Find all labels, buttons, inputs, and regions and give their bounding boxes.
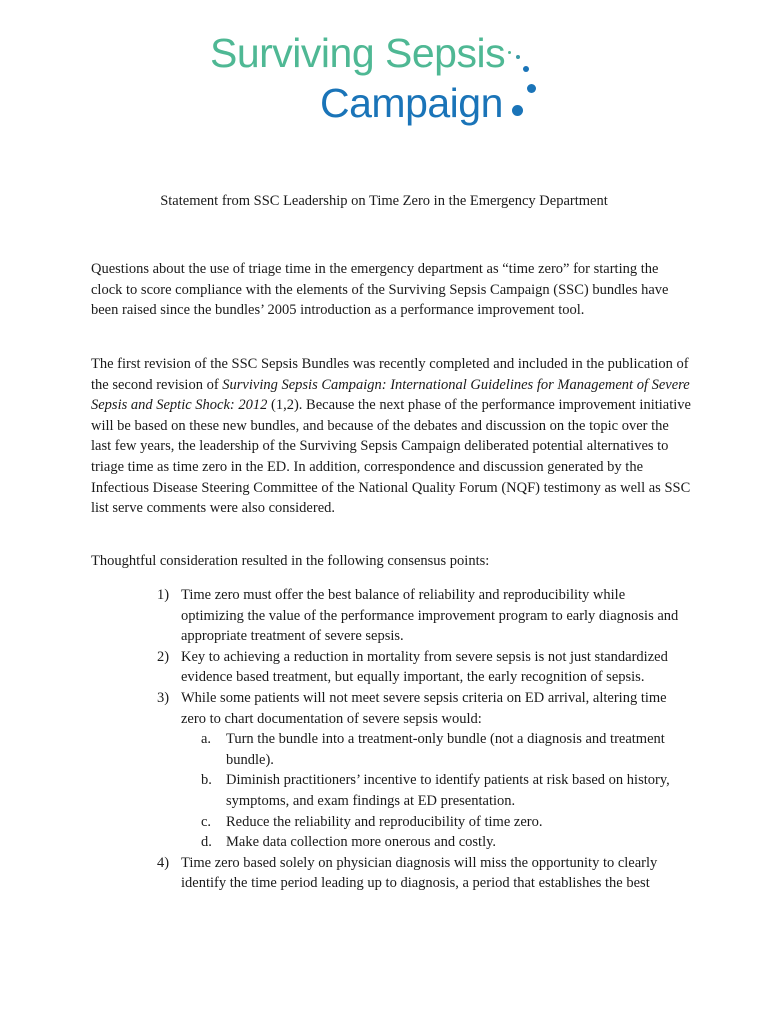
ssc-logo (210, 30, 550, 140)
sub-list-item (91, 729, 691, 770)
list-item-text: Time zero must offer the best balance of reliability and reproducibility while optimizing the value of the performance improvement program to early diagnosis and appropriate treatment of severe sepsis. (181, 587, 679, 645)
logo-dot (508, 51, 511, 54)
sub-item-letter: b. (201, 772, 212, 789)
sub-list-item (91, 832, 691, 853)
sub-item-letter: c. (201, 813, 212, 830)
list-item-text: Key to achieving a reduction in mortality from severe sepsis is not just standardized evidence based treatment, but equally important, the early recognition of sepsis. (181, 648, 668, 686)
list-item-text: Time zero based solely on physician diagnosis will miss the opportunity to clearly identify the time period leading up to diagnosis, a period that establishes the best (181, 854, 658, 892)
list-item-number: 2) (157, 648, 170, 665)
paragraph-2-text-b: (1,2). Because the next phase of the performance improvement initiative will be based on these new bundles, and because of the debates and discussion on the topic over the last few years, the leadership of the Surviving Sepsis Campaign deliberated potential alternatives to triage time as time zero in the ED. In addition, correspondence and discussion generated by the Infectious Disease Steering Committee of the National Quality Forum (NQF) testimony as well as SSC list serve comments were also considered. (91, 397, 691, 517)
paragraph-1 (91, 259, 691, 321)
logo-dot (523, 66, 529, 72)
sub-item-letter: d. (201, 834, 212, 851)
logo-text-line2: Campaign (320, 80, 503, 126)
list-item (91, 688, 691, 729)
logo-dot (512, 105, 523, 116)
list-item (91, 585, 691, 647)
list-item (91, 853, 691, 894)
guidelines-title-italic: Surviving Sepsis Campaign: International Guidelines for Management of Severe Sepsis and Septic Shock: 2012 (91, 376, 690, 414)
sub-item-letter: a. (201, 731, 212, 748)
list-item-number: 3) (157, 689, 170, 706)
sub-item-text: Make data collection more onerous and costly. (226, 834, 497, 851)
logo-dot (516, 55, 520, 59)
list-item-number: 1) (157, 587, 170, 603)
logo-text-line1: Surviving Sepsis (210, 30, 506, 76)
sub-list-item (91, 770, 691, 811)
document-title: Statement from SSC Leadership on Time Zero in the Emergency Department (160, 193, 608, 209)
sub-item-text: Diminish practitioners’ incentive to identify patients at risk based on history, symptoms, and exam findings at ED presentation. (226, 772, 670, 809)
paragraph-2 (91, 354, 691, 519)
paragraph-3-text: Thoughtful consideration resulted in the following consensus points: (91, 553, 490, 569)
paragraph-1-text: Questions about the use of triage time in the emergency department as “time zero” for starting the clock to score compliance with the elements of the Surviving Sepsis Campaign (SSC) bundles have been raised since the bundles’ 2005 introduction as a performance improvement tool. (91, 261, 669, 319)
sub-item-text: Turn the bundle into a treatment-only bundle (not a diagnosis and treatment bundle). (226, 731, 665, 768)
consensus-list (91, 585, 691, 894)
list-item (91, 647, 691, 688)
list-item-text: While some patients will not meet severe sepsis criteria on ED arrival, altering time zero to chart documentation of severe sepsis would: (181, 689, 667, 727)
logo-dot (527, 84, 536, 93)
list-item-number: 4) (157, 854, 170, 871)
paragraph-2-text-a: The first revision of the SSC Sepsis Bundles was recently completed and included in the publication of the second revision of (91, 356, 689, 393)
paragraph-3 (91, 551, 691, 572)
sub-list-item (91, 812, 691, 833)
sub-item-text: Reduce the reliability and reproducibility of time zero. (226, 813, 543, 830)
